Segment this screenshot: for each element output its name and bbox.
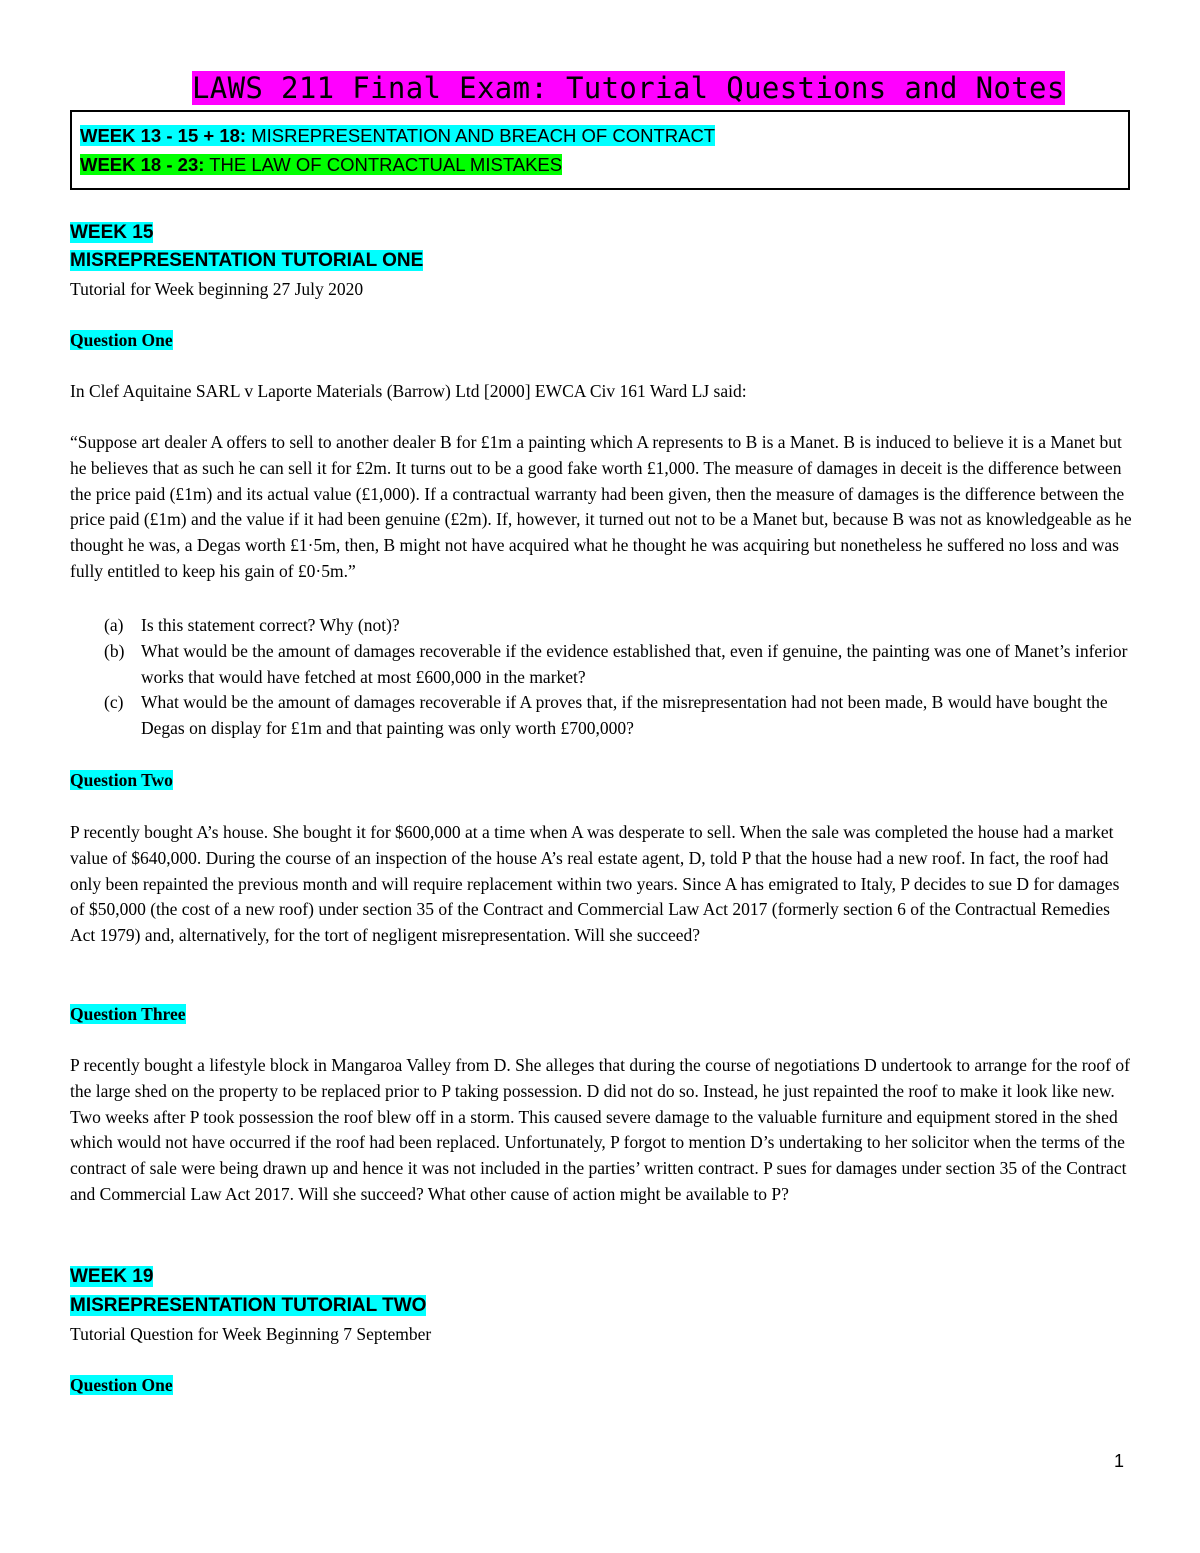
sub-question-text: What would be the amount of damages recoverable if A proves that, if the misrepresentation had not been made, B would have bought the Degas on display for £1m and that painting was only worth £700,000? <box>141 692 1108 738</box>
topic-title: THE LAW OF CONTRACTUAL MISTAKES <box>204 154 563 175</box>
sub-question-marker: (b) <box>104 641 125 661</box>
tutorial-two-heading: MISREPRESENTATION TUTORIAL TWO <box>70 1295 427 1316</box>
topic-line-mistakes <box>80 153 562 176</box>
topics-box <box>70 110 1130 190</box>
sub-question-b <box>104 639 1132 691</box>
topic-weeks: WEEK 18 - 23: <box>80 154 205 175</box>
topic-weeks: WEEK 13 - 15 + 18: <box>80 125 247 146</box>
sub-question-marker: (a) <box>104 615 124 635</box>
question-two-text: P recently bought A’s house. She bought it for $600,000 at a time when A was desperate to sell. When the sale was completed the house had a market value of $640,000. During the course of an inspection of the house A’s real estate agent, D, told P that the house had a new roof. In fact, the roof had only been repainted the previous month and will require replacement within two years. Since A has emigrated to Italy, P decides to sue D for damages of $50,000 (the cost of a new roof) under section 35 of the Contract and Commercial Law Act 2017 (formerly section 6 of the Contractual Remedies Act 1979) and, alternatively, for the tort of negligent misrepresentation. Will she succeed? <box>70 822 1120 946</box>
topic-line-misrepresentation <box>80 124 715 147</box>
sub-question-marker: (c) <box>104 692 124 712</box>
sub-question-text: What would be the amount of damages recoverable if the evidence established that, even if genuine, the painting was one of Manet’s inferior works that would have fetched at most £600,000 in the market? <box>141 641 1128 687</box>
question-two-label: Question Two <box>70 770 173 790</box>
question-one-intro: In Clef Aquitaine SARL v Laporte Materials (Barrow) Ltd [2000] EWCA Civ 161 Ward LJ said: <box>70 381 747 401</box>
topic-title: MISREPRESENTATION AND BREACH OF CONTRACT <box>246 125 716 146</box>
week-15-heading: WEEK 15 <box>70 222 154 243</box>
sub-question-a <box>104 613 1132 639</box>
sub-question-text: Is this statement correct? Why (not)? <box>141 615 400 635</box>
tutorial-one-subtitle: Tutorial for Week beginning 27 July 2020 <box>70 279 364 299</box>
question-three-text: P recently bought a lifestyle block in Mangaroa Valley from D. She alleges that during the course of negotiations D undertook to arrange for the roof of the large shed on the property to be replaced prior to P taking possession. D did not do so. Instead, he just repainted the roof to make it look like new. Two weeks after P took possession the roof blew off in a storm. This caused severe damage to the valuable furniture and equipment stored in the shed which would not have occurred if the roof had been replaced. Unfortunately, P forgot to mention D’s undertaking to her solicitor when the terms of the contract of sale were being drawn up and hence it was not included in the parties’ written contract. P sues for damages under section 35 of the Contract and Commercial Law Act 2017. Will she succeed? What other cause of action might be available to P? <box>70 1055 1130 1204</box>
section-two-question-one-label: Question One <box>70 1375 173 1395</box>
question-one-label: Question One <box>70 330 173 350</box>
sub-question-c <box>104 690 1132 742</box>
page-number: 1 <box>1114 1451 1125 1471</box>
tutorial-two-subtitle: Tutorial Question for Week Beginning 7 September <box>70 1324 432 1344</box>
week-19-heading: WEEK 19 <box>70 1266 154 1287</box>
document-title: LAWS 211 Final Exam: Tutorial Questions and Notes <box>192 71 1065 105</box>
question-one-quote: “Suppose art dealer A offers to sell to another dealer B for £1m a painting which A represents to B is a Manet. B is induced to believe it is a Manet but he believes that as such he can sell it for £2m. It turns out to be a good fake worth £1,000. The measure of damages in deceit is the difference between the price paid (£1m) and its actual value (£1,000). If a contractual warranty had been given, then the measure of damages is the difference between the price paid (£1m) and the value if it had been genuine (£2m). If, however, it turned out not to be a Manet but, because B was not as knowledgeable as he thought he was, a Degas worth £1·5m, then, B might not have acquired what he thought he was acquiring but nonetheless he suffered no loss and was fully entitled to keep his gain of £0·5m.” <box>70 432 1132 581</box>
tutorial-one-heading: MISREPRESENTATION TUTORIAL ONE <box>70 250 424 271</box>
question-three-label: Question Three <box>70 1004 186 1024</box>
